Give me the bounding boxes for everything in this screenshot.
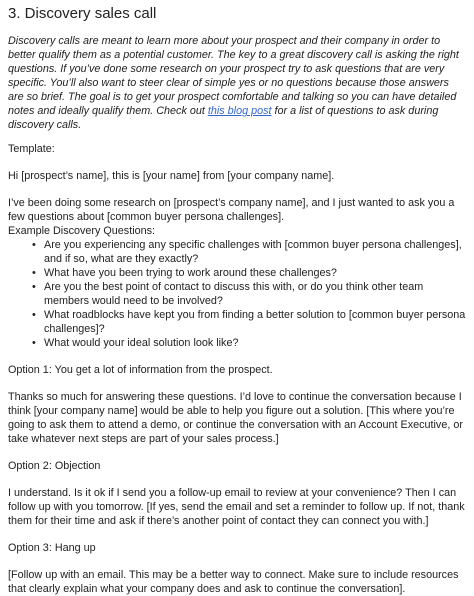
research-line: I’ve been doing some research on [prospect’s company name], and I just wanted to ask you a few questions about [common buyer persona challenges]. bbox=[8, 197, 455, 223]
option1-body: Thanks so much for answering these questions. I’d love to continue the conversation because I think [your company name] would be able to help you figure out a solution. [This where you’re going to ask them to attend a demo, or continue the conversation with an Account Executive, or take whatever next steps are part of your sales process.] bbox=[8, 391, 463, 445]
intro-paragraph bbox=[8, 34, 466, 132]
example-questions-label: Example Discovery Questions: bbox=[8, 225, 156, 237]
section-heading: 3. Discovery sales call bbox=[8, 5, 157, 22]
question-item: • What have you been trying to work around these challenges? bbox=[34, 266, 466, 280]
intro-text-before-link: Discovery calls are meant to learn more about your prospect and their company in order to better qualify them as a potential customer. The key to a great discovery call is asking the right questions. If you’ve done some research on your prospect try to ask questions that are very specific. You’ll also want to steer clear of simple yes or no questions because those answers are so brief. The goal is to get your prospect comfortable and talking so you can have detailed notes and ideally qualify them. Check out bbox=[8, 35, 459, 117]
option3-body: [Follow up with an email. This may be a better way to connect. Make sure to include resources that clearly explain what your company does and ask to continue the conversation]. bbox=[8, 569, 459, 595]
discovery-questions-list bbox=[8, 238, 466, 350]
option2-body: I understand. Is it ok if I send you a follow-up email to review at your convenience? Then I can follow up with you tomorrow. [If yes, send the email and set a reminder to follow up. If not, thank them for their time and ask if there’s another point of contact they can connect you with.] bbox=[8, 487, 465, 527]
intro-text-after-link: for a list of questions to ask during discovery calls. bbox=[8, 105, 439, 131]
option1-title: Option 1: You get a lot of information from the prospect. bbox=[8, 364, 273, 376]
option2-title: Option 2: Objection bbox=[8, 460, 101, 472]
question-item: • Are you the best point of contact to discuss this with, or do you think other team members would need to be involved? bbox=[34, 280, 466, 308]
option3-title: Option 3: Hang up bbox=[8, 542, 96, 554]
greeting-line: Hi [prospect’s name], this is [your name] from [your company name]. bbox=[8, 170, 335, 182]
question-item: • What would your ideal solution look like? bbox=[34, 336, 466, 350]
blog-post-link[interactable]: this blog post bbox=[207, 105, 272, 117]
template-label: Template: bbox=[8, 143, 55, 155]
question-item: • Are you experiencing any specific challenges with [common buyer persona challenges], and if so, what are they exactly? bbox=[34, 238, 466, 266]
question-item: • What roadblocks have kept you from finding a better solution to [common buyer persona challenges]? bbox=[34, 308, 466, 336]
